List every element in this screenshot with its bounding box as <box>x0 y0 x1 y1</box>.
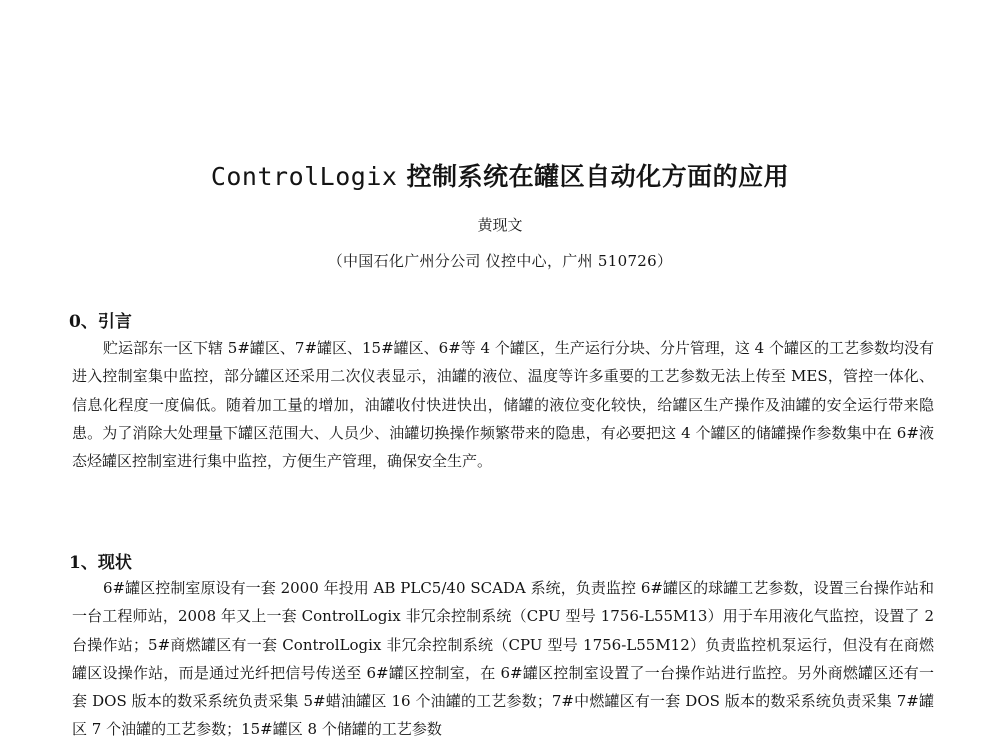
title-cjk-part: 控制系统在罐区自动化方面的应用 <box>406 162 790 191</box>
author-name: 黄现文 <box>477 216 523 234</box>
section-heading-status: 1、现状 <box>69 553 132 573</box>
title-latin-part: ControlLogix <box>210 162 398 191</box>
author-affiliation: （中国石化广州分公司 仪控中心，广州 510726） <box>327 252 673 270</box>
section-body-status: 6#罐区控制室原设有一套 2000 年投用 AB PLC5/40 SCADA 系统，负责监控 6#罐区的球罐工艺参数，设置三台操作站和一台工程师站，2008 年又上一套 ControlLogix 非冗余控制系统（CPU 型号 1756-L55M13）用于车用液化气监控，设置了 2 台操作站；5#商燃罐区有一套 ControlLogix 非冗余控制系统（CPU 型号 1756-L55M12）负责监控机泵运行，但没有在商燃罐区设操作站，而是通过光纤把信号传送至 6#罐区控制室，在 6#罐区控制室设置了一台操作站进行监控。另外商燃罐区还有一套 DOS 版本的数采系统负责采集 5#蜡油罐区 16 个油罐的工艺参数；7#中燃罐区有一套 DOS 版本的数采系统负责采集 7#罐区 7 个油罐的工艺参数；15#罐区 8 个储罐的工艺参数 <box>72 579 934 739</box>
document-title <box>0 157 1000 193</box>
section-body-introduction: 贮运部东一区下辖 5#罐区、7#罐区、15#罐区、6#等 4 个罐区，生产运行分块、分片管理，这 4 个罐区的工艺参数均没有进入控制室集中监控，部分罐区还采用二次仪表显示，油罐的液位、温度等许多重要的工艺参数无法上传至 MES，管控一体化、信息化程度一度偏低。随着加工量的增加，油罐收付快进快出，储罐的液位变化较快，给罐区生产操作及油罐的安全运行带来隐患。为了消除大处理量下罐区范围大、人员少、油罐切换操作频繁带来的隐患，有必要把这 4 个罐区的储罐操作参数集中在 6#液态烃罐区控制室进行集中监控，方便生产管理，确保安全生产。 <box>72 339 934 471</box>
section-heading-introduction: 0、引言 <box>69 312 132 332</box>
